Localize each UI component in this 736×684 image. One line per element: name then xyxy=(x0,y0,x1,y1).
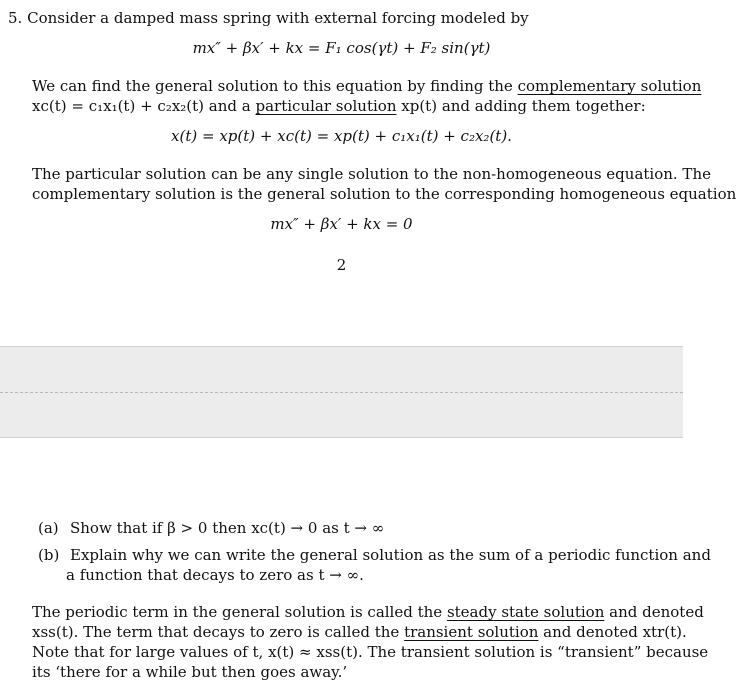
para3-line1-text-a: The periodic term in the general solution is called the xyxy=(32,603,447,621)
para1-line2-text-a: xc(t) = c₁x₁(t) + c₂x₂(t) and a xyxy=(32,97,256,115)
para1-line1 xyxy=(32,76,701,96)
para3-line2-text-b: and denoted xtr(t). xyxy=(538,623,687,641)
page-break xyxy=(0,346,683,438)
para2-line1: The particular solution can be any single solution to the non-homogeneous equation. The xyxy=(32,165,711,183)
problem-intro: Consider a damped mass spring with external forcing modeled by xyxy=(27,9,529,27)
forced-equation: mx″ + βx′ + kx = F₁ cos(γt) + F₂ sin(γt) xyxy=(192,39,491,57)
item-a-label: (a) xyxy=(38,519,59,537)
item-b-label: (b) xyxy=(38,546,60,564)
general-solution-equation: x(t) = xp(t) + xc(t) = xp(t) + c₁x₁(t) + c₂x₂(t). xyxy=(171,127,512,145)
steady-state-solution-term: steady state solution xyxy=(446,603,605,621)
para1-line2-text-b: xp(t) and adding them together: xyxy=(396,97,646,115)
item-a-text: Show that if β > 0 then xc(t) → 0 as t → ∞ xyxy=(70,519,385,537)
page-break-divider xyxy=(0,392,683,393)
item-b-continued: a function that decays to zero as t → ∞. xyxy=(66,566,364,584)
homogeneous-equation: mx″ + βx′ + kx = 0 xyxy=(270,215,413,233)
page-number: 2 xyxy=(336,256,347,274)
problem-number: 5. xyxy=(8,9,23,27)
para3-line2 xyxy=(32,622,687,642)
item-b-text-line1: Explain why we can write the general solution as the sum of a periodic function and xyxy=(70,546,711,564)
para2-line2: complementary solution is the general solution to the corresponding homogeneous equation xyxy=(32,185,736,203)
para3-line3: Note that for large values of t, x(t) ≈ xss(t). The transient solution is “transient” because xyxy=(32,643,709,661)
para1-line2 xyxy=(32,96,646,116)
item-a xyxy=(38,518,384,538)
para3-line4: its ‘there for a while but then goes away.’ xyxy=(32,663,348,681)
para1-line1-text: We can find the general solution to this equation by finding the xyxy=(32,77,518,95)
complementary-solution-term: complementary solution xyxy=(517,77,702,95)
problem-header xyxy=(8,8,529,28)
para3-line1-text-b: and denoted xyxy=(604,603,704,621)
particular-solution-term: particular solution xyxy=(255,97,397,115)
item-b xyxy=(38,545,711,565)
para3-line2-text-a: xss(t). The term that decays to zero is called the xyxy=(32,623,405,641)
transient-solution-term: transient solution xyxy=(404,623,539,641)
para3-line1 xyxy=(32,602,704,622)
